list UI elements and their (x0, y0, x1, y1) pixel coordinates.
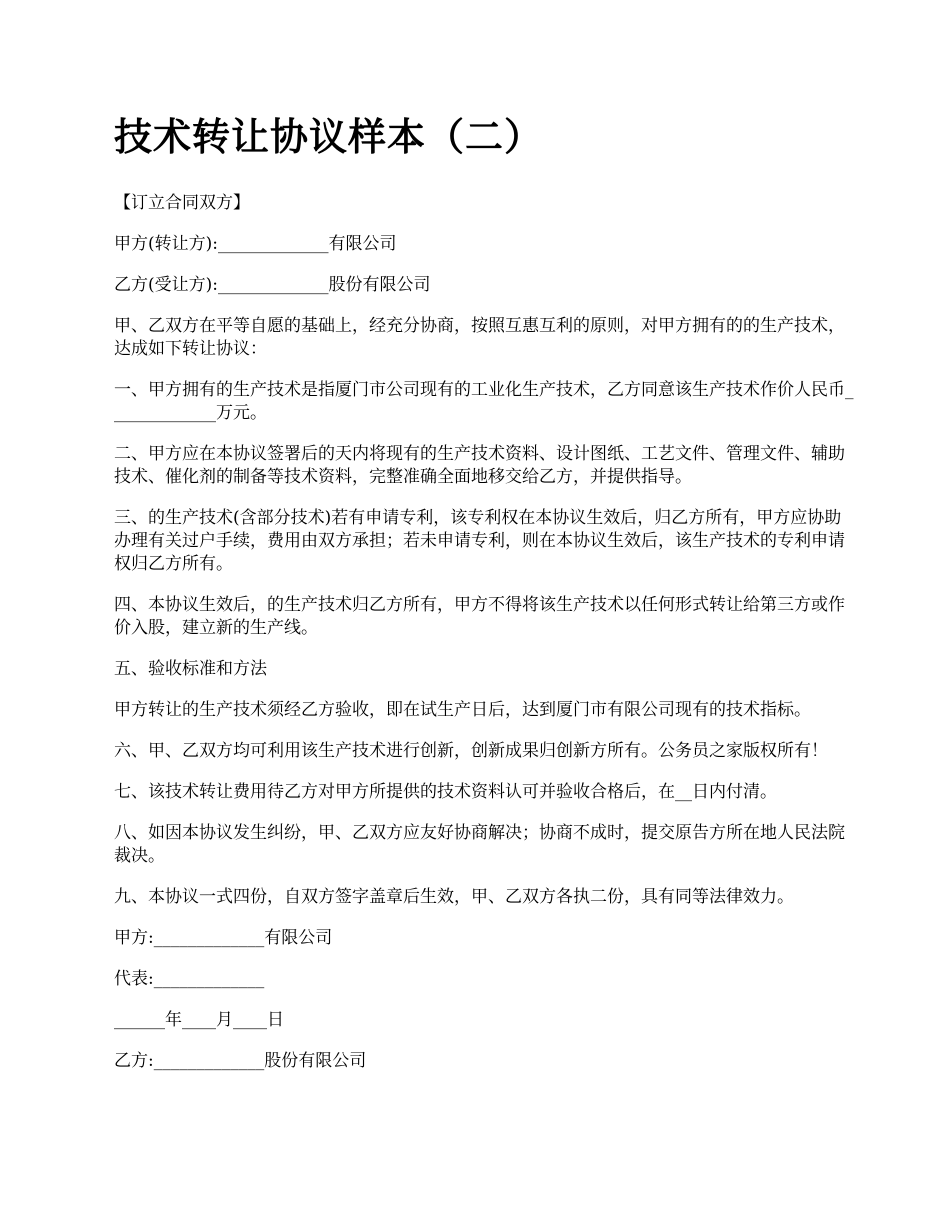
clause-9: 九、本协议一式四份，自双方签字盖章后生效，甲、乙双方各执二份，具有同等法律效力。 (114, 887, 794, 907)
signature-party-b: 乙方:_____________股份有限公司 (114, 1051, 367, 1071)
signature-representative: 代表:_____________ (114, 969, 265, 989)
clause-3: 三、的生产技术(含部分技术)若有申请专利，该专利权在本协议生效后，归乙方所有，甲方应协助办理有关过户手续，费用由双方承担；若未申请专利，则在本协议生效后，该生产技术的专利申请权归乙方所有。 (114, 508, 845, 574)
document-title: 技术转让协议样本（二） (114, 115, 544, 159)
clause-2: 二、甲方应在本协议签署后的天内将现有的生产技术资料、设计图纸、工艺文件、管理文件、辅助技术、催化剂的制备等技术资料，完整准确全面地移交给乙方，并提供指导。 (114, 444, 845, 487)
document-page (114, 112, 854, 1091)
clause-4: 四、本协议生效后，的生产技术归乙方所有，甲方不得将该生产技术以任何形式转让给第三方或作价入股，建立新的生产线。 (114, 595, 845, 638)
clause-7: 七、该技术转让费用待乙方对甲方所提供的技术资料认可并验收合格后，在__日内付清。 (114, 782, 777, 802)
clause-5-body: 甲方转让的生产技术须经乙方验收，即在试生产日后，达到厦门市有限公司现有的技术指标。 (114, 700, 811, 720)
party-a-line: 甲方(转让方):_____________有限公司 (114, 234, 397, 254)
preamble-paragraph: 甲、乙双方在平等自愿的基础上，经充分协商，按照互惠互利的原则，对甲方拥有的的生产技术，达成如下转让协议： (114, 316, 845, 359)
section-heading-parties: 【订立合同双方】 (114, 193, 250, 213)
clause-6: 六、甲、乙双方均可利用该生产技术进行创新，创新成果归创新方所有。公务员之家版权所有！ (114, 741, 828, 761)
signature-party-a: 甲方:_____________有限公司 (114, 928, 333, 948)
clause-5-heading: 五、验收标准和方法 (114, 659, 267, 679)
clause-1: 一、甲方拥有的生产技术是指厦门市公司现有的工业化生产技术，乙方同意该生产技术作价人民币_____________万元。 (114, 380, 854, 423)
party-b-line: 乙方(受让方):_____________股份有限公司 (114, 275, 431, 295)
signature-date: ______年____月____日 (114, 1010, 284, 1030)
clause-8: 八、如因本协议发生纠纷，甲、乙双方应友好协商解决；协商不成时，提交原告方所在地人民法院裁决。 (114, 823, 845, 866)
